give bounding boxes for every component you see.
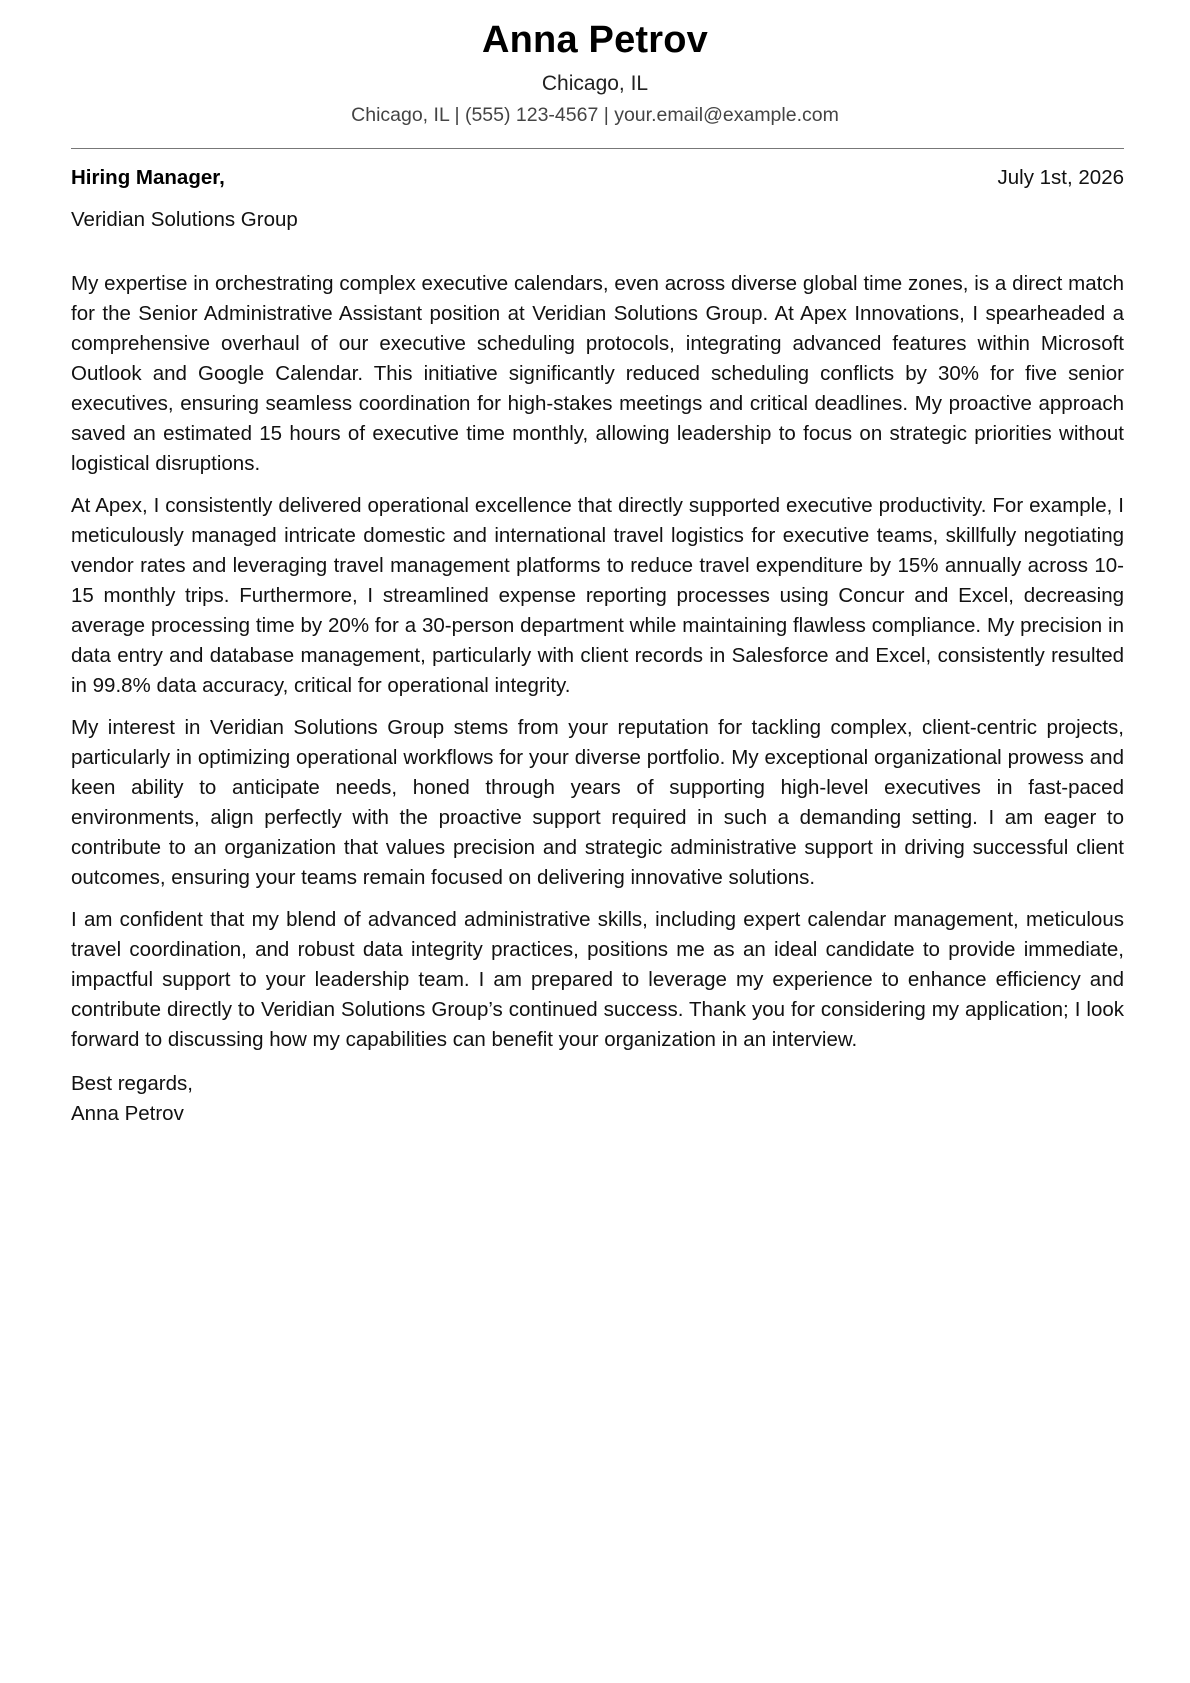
closing-phrase: Best regards, [71,1072,193,1095]
recipient-company: Veridian Solutions Group [71,208,298,231]
signature-name: Anna Petrov [71,1102,184,1125]
applicant-location: Chicago, IL [541,72,649,95]
body-paragraph-2: At Apex, I consistently delivered operational excellence that directly supported executive productivity. For example, I meticulously managed intricate domestic and international travel logistics for executive teams, skillfully negotiating vendor rates and leveraging travel management platforms to reduce travel expenditure by 15% annually across 10-15 monthly trips. Furthermore, I streamlined expense reporting processes using Concur and Excel, decreasing average processing time by 20% for a 30-person department while maintaining flawless compliance. My precision in data entry and database management, particularly with client records in Salesforce and Excel, consistently resulted in 99.8% data accuracy, critical for operational integrity. [71,494,1124,697]
header-divider [71,148,1124,149]
applicant-name: Anna Petrov [481,19,709,61]
applicant-contact: Chicago, IL | (555) 123-4567 | your.email@example.com [351,104,839,126]
letter-header [0,14,1190,128]
body-paragraph-3: My interest in Veridian Solutions Group stems from your reputation for tackling complex, client-centric projects, particularly in optimizing operational workflows for your diverse portfolio. My exceptional organizational prowess and keen ability to anticipate needs, honed through years of supporting high-level executives in fast-paced environments, align perfectly with the proactive support required in such a demanding setting. I am eager to contribute to an organization that values precision and strategic administrative support in driving successful client outcomes, ensuring your teams remain focused on delivering innovative solutions. [71,716,1124,889]
letter-date: July 1st, 2026 [997,166,1124,189]
body-paragraph-1: My expertise in orchestrating complex executive calendars, even across diverse global time zones, is a direct match for the Senior Administrative Assistant position at Veridian Solutions Group. At Apex Innovations, I spearheaded a comprehensive overhaul of our executive scheduling protocols, integrating advanced features within Microsoft Outlook and Google Calendar. This initiative significantly reduced scheduling conflicts by 30% for five senior executives, ensuring seamless coordination for high-stakes meetings and critical deadlines. My proactive approach saved an estimated 15 hours of executive time monthly, allowing leadership to focus on strategic priorities without logistical disruptions. [71,272,1124,475]
recipient-salutation: Hiring Manager, [71,166,225,189]
letter-body [71,163,1124,1129]
recipient-row [71,163,1124,193]
body-paragraph-4: I am confident that my blend of advanced administrative skills, including expert calendar management, meticulous travel coordination, and robust data integrity practices, positions me as an ideal candidate to provide immediate, impactful support to your leadership team. I am prepared to leverage my experience to enhance efficiency and contribute directly to Veridian Solutions Group’s continued success. Thank you for considering my application; I look forward to discussing how my capabilities can benefit your organization in an interview. [71,908,1124,1051]
closing-block [71,1069,1124,1129]
